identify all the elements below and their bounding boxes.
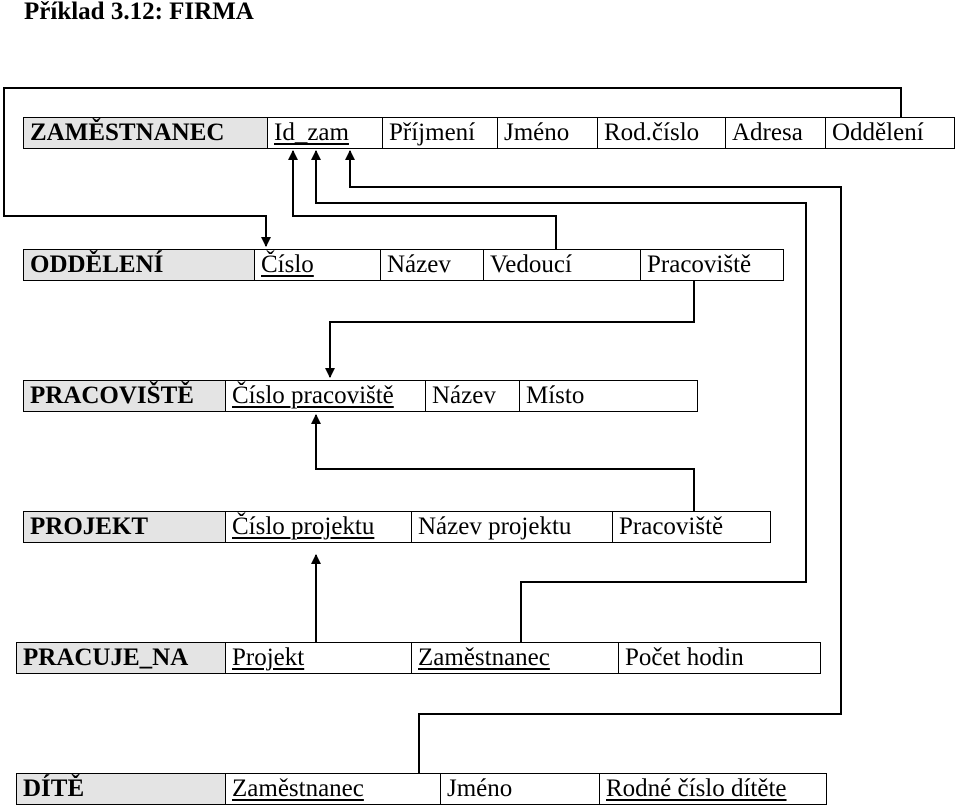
column-misto: Místo <box>526 382 585 409</box>
page-title: Příklad 3.12: FIRMA <box>24 0 254 25</box>
column-rodne-cislo-ditete: Rodné číslo dítěte <box>606 775 787 802</box>
arrow-oddeleni-vedouci <box>293 151 556 249</box>
arrow-pracuje-na-zamestnanec <box>316 151 806 642</box>
column-cislo-projektu: Číslo projektu <box>226 512 412 542</box>
column-nazev-projektu: Název projektu <box>412 512 613 542</box>
arrow-projekt-pracoviste <box>316 415 694 511</box>
column-rod-cislo: Rod.číslo <box>598 118 726 148</box>
column-jmeno: Jméno <box>441 774 600 804</box>
column-cislo: Číslo <box>255 250 381 280</box>
column-zamestnanec: Zaměstnanec <box>412 643 619 673</box>
column-prijmeni: Příjmení <box>383 118 498 148</box>
table-name: DÍTĚ <box>17 774 226 804</box>
table-name: ZAMĚSTNANEC <box>24 118 268 148</box>
column-projekt: Projekt <box>226 643 412 673</box>
column-oddeleni: Oddělení <box>832 119 924 146</box>
column-pocet-hodin: Počet hodin <box>625 644 744 671</box>
table-name: PROJEKT <box>24 512 226 542</box>
column-adresa: Adresa <box>726 118 826 148</box>
arrow-oddeleni-pracoviste <box>330 281 694 377</box>
column-jmeno: Jméno <box>498 118 598 148</box>
table-name: PRACUJE_NA <box>17 643 226 673</box>
column-pracoviste: Pracoviště <box>619 513 724 540</box>
table-name: PRACOVIŠTĚ <box>24 381 226 411</box>
column-id-zam: Id_zam <box>268 118 383 148</box>
column-nazev: Název <box>381 250 484 280</box>
arrow-zamestnanec-oddeleni <box>4 88 901 246</box>
table-name: ODDĚLENÍ <box>24 250 255 280</box>
column-pracoviste: Pracoviště <box>647 251 752 278</box>
column-cislo-pracoviste: Číslo pracoviště <box>226 381 426 411</box>
arrow-dite-zamestnanec <box>350 151 841 773</box>
column-zamestnanec: Zaměstnanec <box>226 774 441 804</box>
column-nazev: Název <box>426 381 520 411</box>
column-vedouci: Vedoucí <box>484 250 641 280</box>
